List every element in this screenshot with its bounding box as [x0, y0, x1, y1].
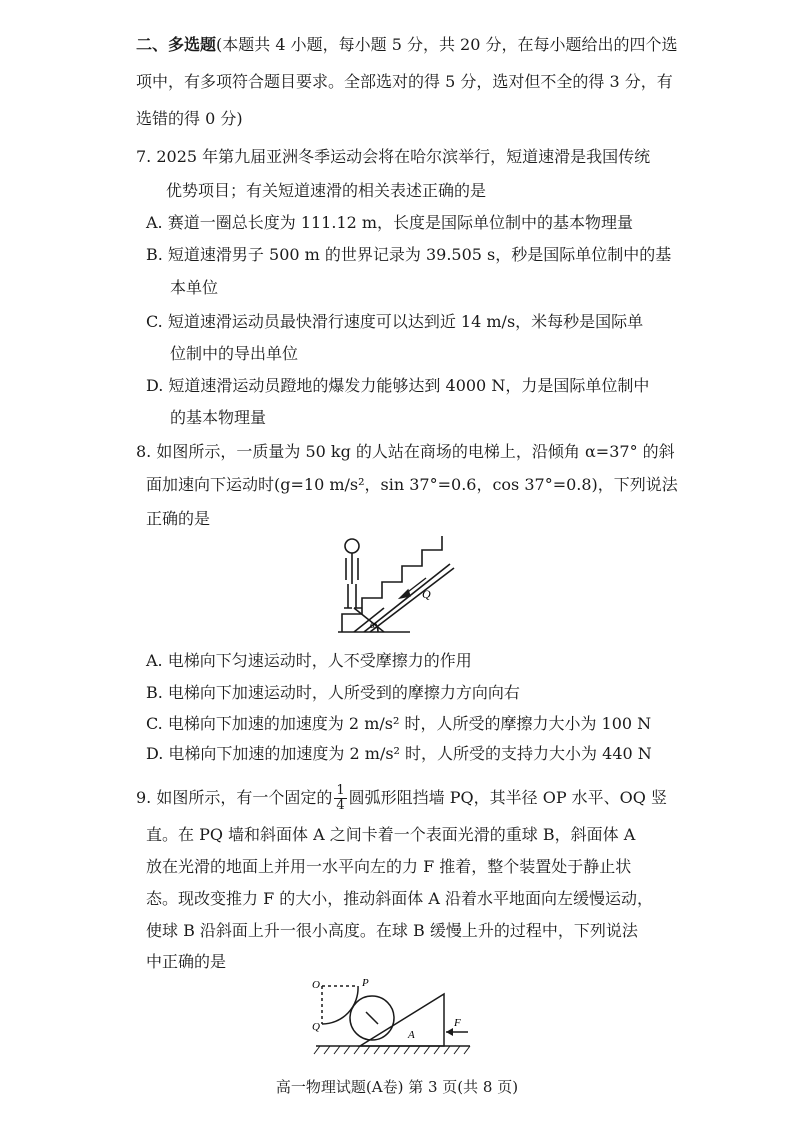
q9-force-arrowhead — [446, 1028, 453, 1036]
section-intro-line-2: 项中，有多项符合题目要求。全部选对的得 5 分，选对但不全的得 3 分，有 — [136, 72, 673, 91]
q9-stem-part-2: 圆弧形阻挡墙 PQ，其半径 OP 水平、OQ 竖 — [348, 788, 667, 807]
q7-option-a: A. 赛道一圈总长度为 111.12 m，长度是国际单位制中的基本物理量 — [146, 213, 634, 232]
q8-escalator-figure — [330, 528, 470, 640]
q7-option-b-line-2: 本单位 — [170, 278, 219, 297]
q9-quarter-arc — [322, 986, 358, 1024]
q8-person-head — [345, 539, 359, 553]
q9-fraction — [334, 784, 346, 813]
page-footer: 高一物理试题(A卷) 第 3 页(共 8 页) — [275, 1078, 519, 1096]
q7-stem-line-2: 优势项目；有关短道速滑的相关表述正确的是 — [166, 181, 487, 200]
q8-label-q: Q — [422, 587, 431, 601]
section-intro-line-1 — [136, 34, 678, 56]
q8-option-c: C. 电梯向下加速的加速度为 2 m/s² 时，人所受的摩擦力大小为 100 N — [146, 714, 652, 733]
q9-label-a: A — [408, 1029, 415, 1041]
q9-ball-mark — [366, 1012, 378, 1024]
q9-stem-line-5: 使球 B 沿斜面上升一很小高度。在球 B 缓慢上升的过程中，下列说法 — [146, 921, 638, 940]
q9-label-q: Q — [312, 1021, 320, 1033]
q9-wedge-a — [360, 994, 444, 1046]
q9-stem-part-1: 9. 如图所示，有一个固定的 — [136, 788, 333, 807]
q9-stem-line-4: 态。现改变推力 F 的大小，推动斜面体 A 沿着水平地面向左缓慢运动， — [146, 889, 654, 908]
q9-fraction-denominator: 4 — [336, 798, 345, 813]
q7-option-c-line-2: 位制中的导出单位 — [170, 344, 299, 363]
q8-incline-line-2 — [370, 568, 454, 632]
section-intro-line-3: 选错的得 0 分) — [136, 109, 243, 128]
q8-person-body — [344, 553, 362, 608]
q8-option-b: B. 电梯向下加速运动时，人所受到的摩擦力方向向右 — [146, 683, 520, 702]
q9-stem-line-2: 直。在 PQ 墙和斜面体 A 之间卡着一个表面光滑的重球 B，斜面体 A — [146, 825, 636, 844]
q8-label-alpha: α — [370, 620, 376, 631]
q7-option-d-line-2: 的基本物理量 — [170, 408, 267, 427]
section-heading: 二、多选题 — [136, 35, 217, 54]
q7-option-d-line-1: D. 短道速滑运动员蹬地的爆发力能够达到 4000 N，力是国际单位制中 — [146, 376, 650, 395]
q7-option-b-line-1: B. 短道速滑男子 500 m 的世界记录为 39.505 s，秒是国际单位制中的基 — [146, 245, 672, 264]
q9-ground-hatching — [314, 1046, 470, 1054]
q9-stem-line-6: 中正确的是 — [146, 952, 227, 971]
q8-stem-line-3: 正确的是 — [146, 509, 211, 528]
q9-stem-line-3: 放在光滑的地面上并用一水平向左的力 F 推着，整个装置处于静止状 — [146, 857, 632, 876]
q9-fraction-numerator: 1 — [336, 783, 345, 798]
q9-arc-wall-figure — [310, 974, 480, 1064]
q7-option-c-line-1: C. 短道速滑运动员最快滑行速度可以达到近 14 m/s，米每秒是国际单 — [146, 312, 644, 331]
q9-label-f: F — [454, 1017, 461, 1029]
q9-label-o: O — [312, 979, 320, 991]
q9-stem-line-1 — [136, 784, 667, 813]
q8-option-a: A. 电梯向下匀速运动时，人不受摩擦力的作用 — [146, 651, 472, 670]
q8-stem-line-1: 8. 如图所示，一质量为 50 kg 的人站在商场的电梯上，沿倾角 α=37° 的斜 — [136, 442, 675, 461]
section-intro-text: (本题共 4 小题，每小题 5 分，共 20 分，在每小题给出的四个选 — [216, 35, 678, 54]
q7-stem-line-1: 7. 2025 年第九届亚洲冬季运动会将在哈尔滨举行，短道速滑是我国传统 — [136, 147, 651, 166]
q8-stem-line-2: 面加速向下运动时(g=10 m/s²，sin 37°=0.6，cos 37°=0.8)，下列说法 — [146, 475, 678, 494]
q9-label-p: P — [362, 977, 369, 989]
q8-option-d: D. 电梯向下加速的加速度为 2 m/s² 时，人所受的支持力大小为 440 N — [146, 744, 652, 763]
q8-motion-arrowhead — [400, 590, 410, 598]
